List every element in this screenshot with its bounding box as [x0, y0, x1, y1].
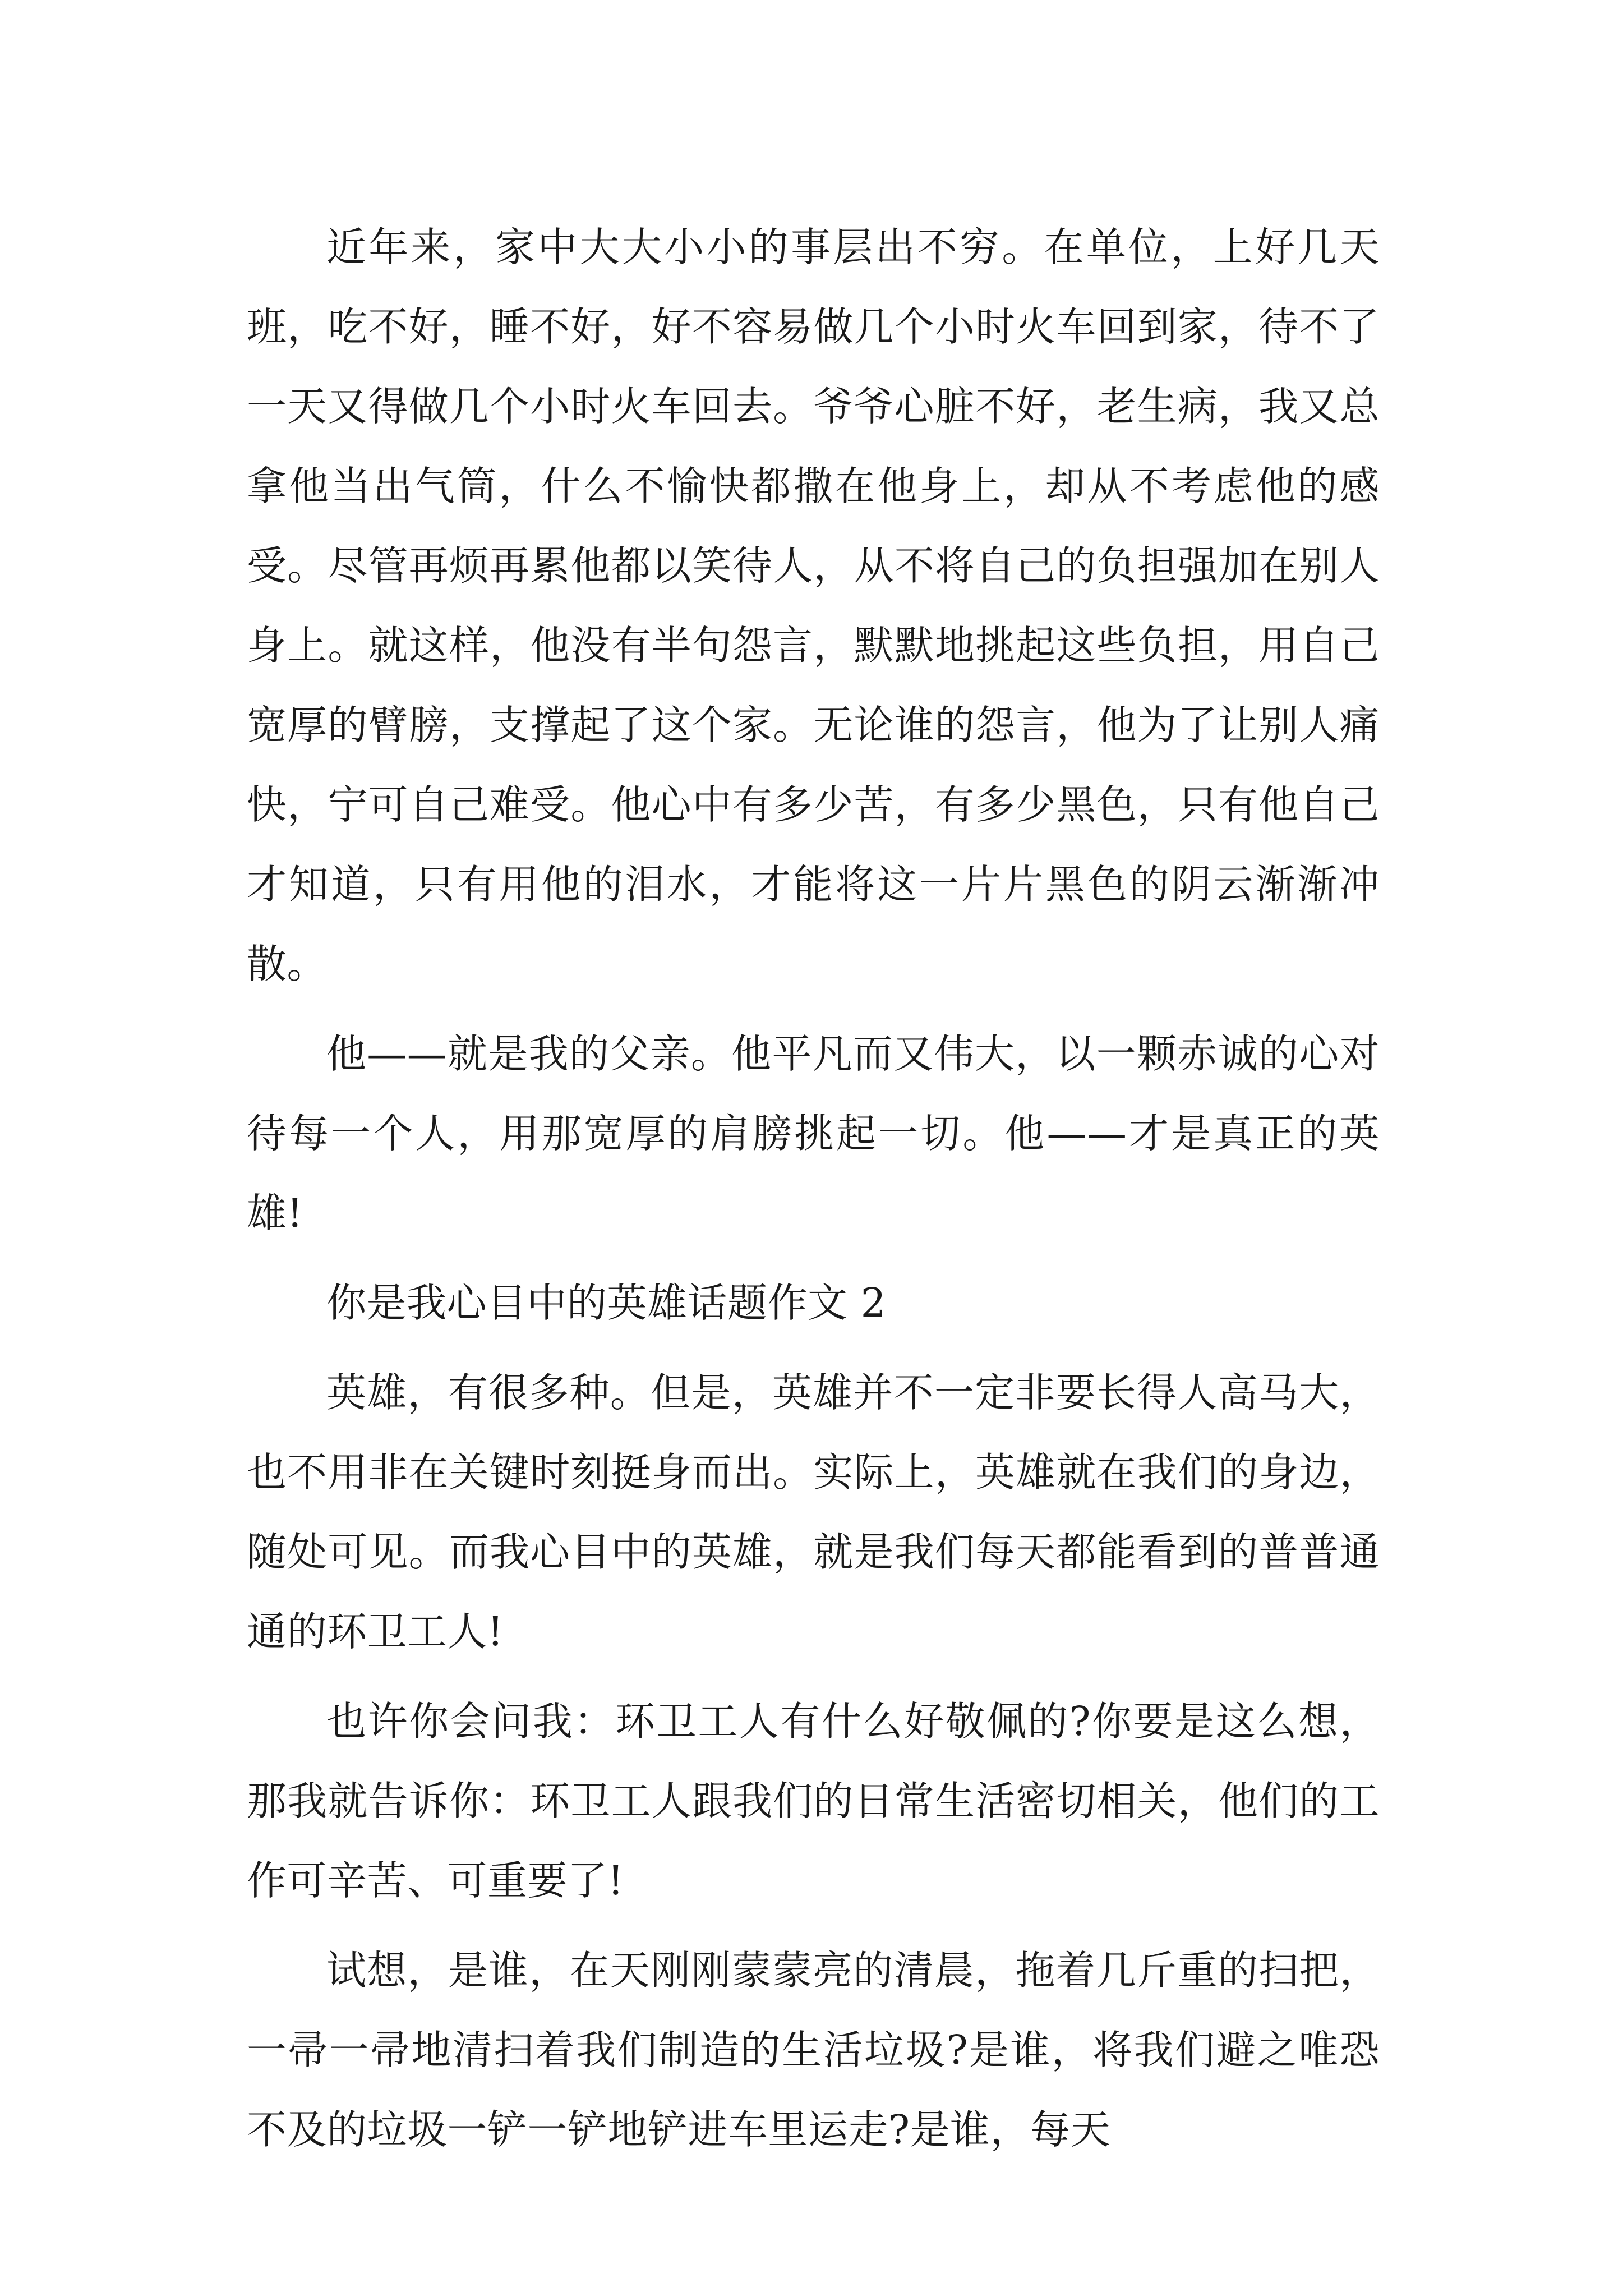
paragraph-father-burden: 近年来，家中大大小小的事层出不穷。在单位，上好几天班，吃不好，睡不好，好不容易做几个小时火车回到家，待不了一天又得做几个小时火车回去。爷爷心脏不好，老生病，我又总拿他当出气筒，什么不愉快都撒在他身上，却从不考虑他的感受。尽管再烦再累他都以笑待人，从不将自己的负担强加在别人身上。就这样，他没有半句怨言，默默地挑起这些负担，用自己宽厚的臂膀，支撑起了这个家。无论谁的怨言，他为了让别人痛快，宁可自己难受。他心中有多少苦，有多少黑色，只有他自己才知道，只有用他的泪水，才能将这一片片黑色的阴云渐渐冲散。 [247, 224, 1380, 987]
paragraph-question: 也许你会问我：环卫工人有什么好敬佩的?你要是这么想，那我就告诉你：环卫工人跟我们的日常生活密切相关，他们的工作可辛苦、可重要了! [247, 1698, 1380, 1904]
essay-subtitle: 你是我心目中的英雄话题作文 2 [326, 1280, 887, 1326]
paragraph-hero-intro: 英雄，有很多种。但是，英雄并不一定非要长得人高马大，也不用非在关键时刻挺身而出。实际上，英雄就在我们的身边，随处可见。而我心目中的英雄，就是我们每天都能看到的普普通通的环卫工人! [247, 1369, 1380, 1655]
paragraph-imagine: 试想，是谁，在天刚刚蒙蒙亮的清晨，拖着几斤重的扫把，一帚一帚地清扫着我们制造的生活垃圾?是谁，将我们避之唯恐不及的垃圾一铲一铲地铲进车里运走?是谁，每天 [247, 1947, 1380, 2153]
document-body [247, 208, 1380, 2170]
paragraph-father-hero: 他——就是我的父亲。他平凡而又伟大，以一颗赤诚的心对待每一个人，用那宽厚的肩膀挑起一切。他——才是真正的英雄! [247, 1030, 1380, 1236]
